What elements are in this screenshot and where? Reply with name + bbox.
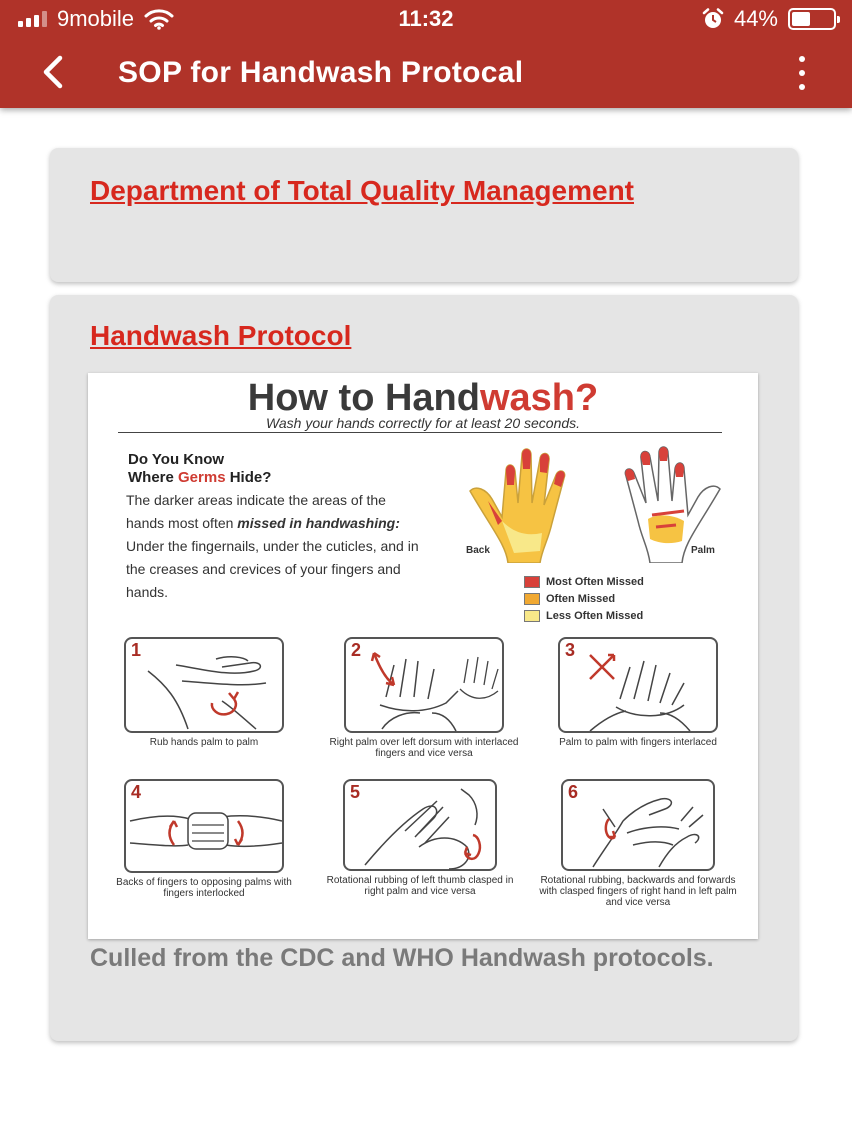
- interlaced-dorsum-illustration: [346, 639, 506, 735]
- legend-item: Often Missed: [524, 590, 644, 607]
- legend-swatch-most: [524, 576, 540, 588]
- step-1: [104, 637, 304, 748]
- palm-label: Palm: [691, 545, 715, 556]
- step-2: [324, 637, 524, 759]
- germ-legend: [524, 573, 644, 624]
- divider: [118, 432, 722, 433]
- hands-germ-map-illustration: [462, 441, 728, 563]
- legend-swatch-often: [524, 593, 540, 605]
- step-caption: Rotational rubbing, backwards and forwards with clasped fingers of right hand in left palm and vice versa: [539, 875, 737, 908]
- poster-question: Do You Know Where Germs Hide?: [128, 451, 272, 486]
- step-caption: Rub hands palm to palm: [149, 737, 259, 748]
- clock: 11:32: [398, 6, 454, 31]
- back-arrow-icon[interactable]: [34, 52, 74, 92]
- fingertips-rotation-illustration: [563, 781, 717, 873]
- app-bar: [0, 44, 852, 104]
- step-illustration: 2: [344, 637, 504, 733]
- fingers-interlocked-illustration: [126, 781, 286, 875]
- app-header: [0, 0, 852, 108]
- step-caption: Palm to palm with fingers interlaced: [559, 737, 717, 748]
- protocol-card: [50, 295, 798, 1041]
- step-illustration: 1: [124, 637, 284, 733]
- handwash-poster: [88, 373, 758, 939]
- step-caption: Right palm over left dorsum with interlaced fingers and vice versa: [329, 737, 519, 759]
- step-5: [320, 779, 520, 897]
- status-bar: [0, 0, 852, 36]
- source-note: Culled from the CDC and WHO Handwash protocols.: [90, 944, 714, 972]
- step-3: [538, 637, 738, 748]
- rub-palms-illustration: [126, 639, 286, 735]
- battery-percent: 44%: [733, 6, 778, 31]
- back-label: Back: [466, 545, 490, 556]
- poster-title: How to Handwash?: [247, 377, 599, 419]
- page-title: SOP for Handwash Protocal: [118, 56, 524, 89]
- fingers-interlaced-illustration: [560, 639, 720, 735]
- step-illustration: 6: [561, 779, 715, 871]
- step-illustration: 5: [343, 779, 497, 871]
- legend-item: Most Often Missed: [524, 573, 644, 590]
- step-caption: Backs of fingers to opposing palms with fingers interlocked: [116, 877, 292, 899]
- department-card: [50, 148, 798, 282]
- legend-swatch-less: [524, 610, 540, 622]
- step-6: [538, 779, 738, 908]
- poster-body: The darker areas indicate the areas of the hands most often missed in handwashing: Under the fingernails, under the cuticles, and in the creases and crevices of your fingers and hands.: [126, 492, 419, 600]
- step-4: [104, 779, 304, 899]
- step-illustration: 3: [558, 637, 718, 733]
- legend-item: Less Often Missed: [524, 607, 644, 624]
- handwash-protocol-link[interactable]: Handwash Protocol: [90, 320, 352, 351]
- alarm-icon: [702, 8, 724, 30]
- step-caption: Rotational rubbing of left thumb clasped in right palm and vice versa: [326, 875, 514, 897]
- carrier-name: 9mobile: [57, 6, 135, 31]
- poster-subtitle: Wash your hands correctly for at least 20 seconds.: [265, 415, 581, 431]
- department-link[interactable]: Department of Total Quality Management: [90, 175, 634, 206]
- step-illustration: 4: [124, 779, 284, 873]
- thumb-rotation-illustration: [345, 781, 499, 873]
- battery-icon: [788, 8, 836, 30]
- overflow-menu-icon[interactable]: [792, 56, 812, 90]
- status-right: [702, 6, 836, 32]
